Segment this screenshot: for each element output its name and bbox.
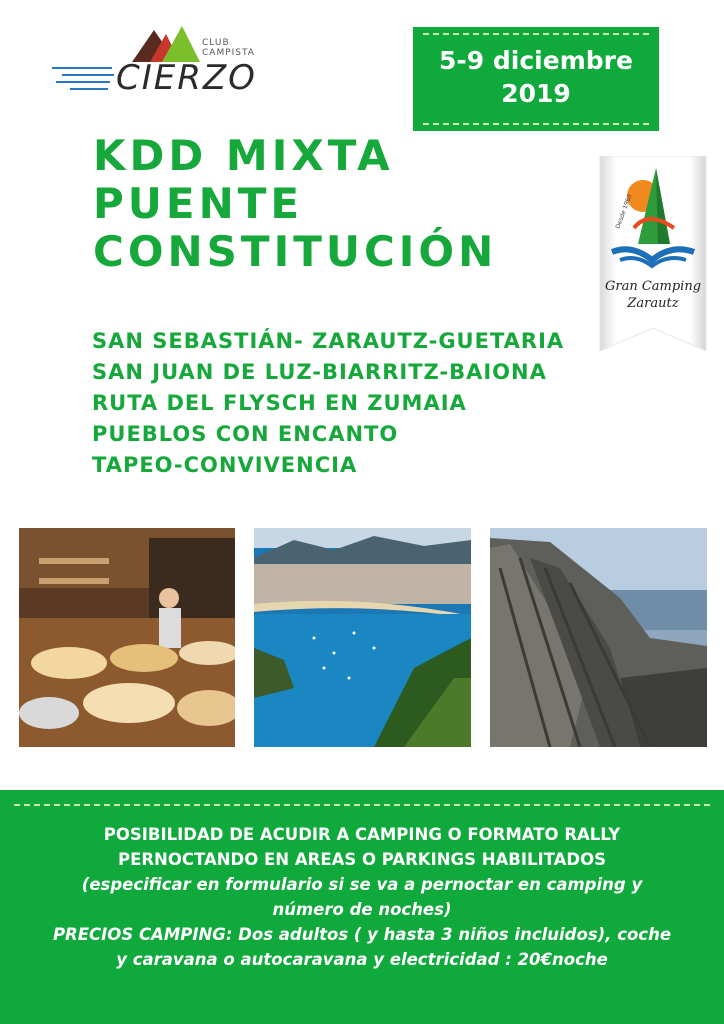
route-item: RUTA DEL FLYSCH EN ZUMAIA (92, 391, 467, 415)
route-item: PUEBLOS CON ENCANTO (92, 422, 399, 446)
info-text: POSIBILIDAD DE ACUDIR A CAMPING O FORMATO RALLY PERNOCTANDO EN AREAS O PARKINGS HABILITADOS (especificar en formulario si se va a pernoctar en camping y número de noches) PRECIOS CAMPING: Dos adultos ( y hasta 3 niños incluidos), coche y caravana o autocaravana y electricidad : 20€noche (52, 825, 672, 969)
route-item: SAN JUAN DE LUZ-BIARRITZ-BAIONA (92, 360, 547, 384)
info-banner (0, 790, 724, 1024)
date-year: 2019 (501, 79, 571, 108)
camping-name: Gran Camping Zarautz (604, 279, 702, 311)
gran-camping-zarautz-logo (598, 156, 708, 351)
zumaia-flysch-photo (490, 528, 707, 747)
event-title (93, 132, 497, 276)
san-sebastian-bay-photo (254, 528, 471, 747)
camping-ribbon-icon (598, 156, 708, 351)
club-cierzo-logo (50, 20, 260, 100)
date-banner (413, 27, 659, 131)
title-line: CONSTITUCIÓN (93, 227, 498, 276)
brand-name: CIERZO (116, 58, 257, 98)
camping-since: Desde 1960 (614, 193, 634, 230)
route-item: TAPEO-CONVIVENCIA (92, 453, 358, 477)
tapas-bar-photo (19, 528, 235, 747)
date-range: 5-9 diciembre (439, 46, 633, 75)
route-list (92, 326, 564, 481)
title-line: PUENTE (93, 179, 304, 228)
title-line: KDD MIXTA (93, 131, 394, 180)
club-label: CLUB CAMPISTA (202, 38, 255, 58)
route-item: SAN SEBASTIÁN- ZARAUTZ-GUETARIA (92, 329, 565, 353)
